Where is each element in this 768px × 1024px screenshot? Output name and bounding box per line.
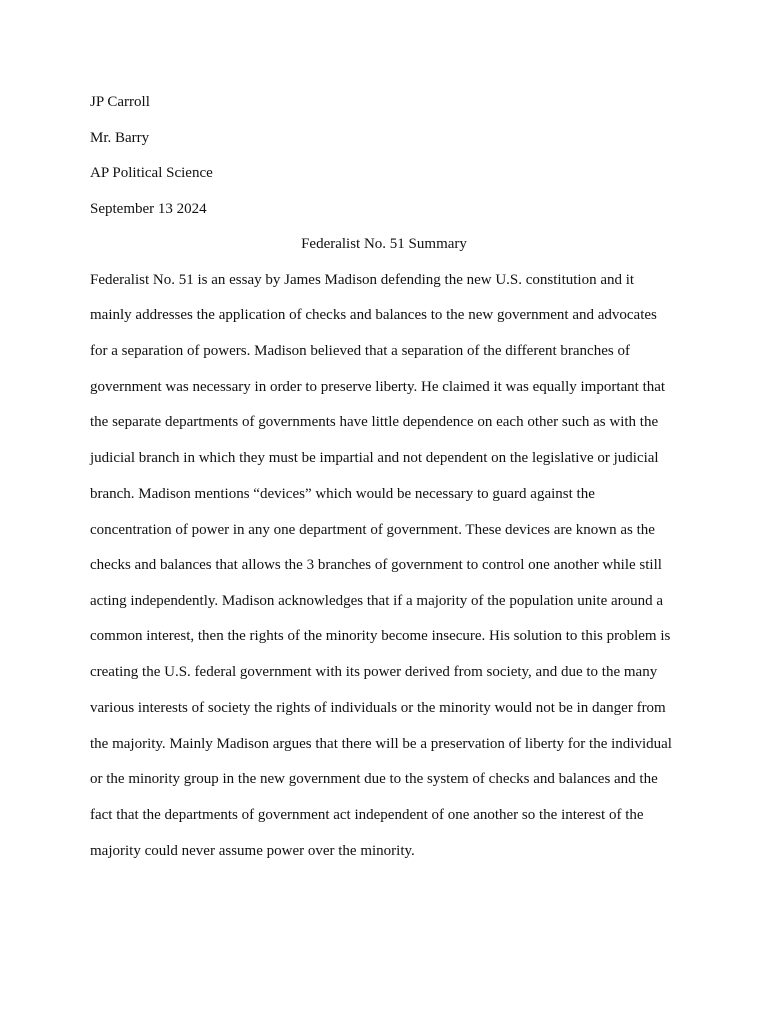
body-line: government was necessary in order to preserve liberty. He claimed it was equally important that (90, 379, 666, 395)
body-line: branch. Madison mentions “devices” which would be necessary to guard against the (90, 486, 595, 502)
body-line: the separate departments of governments have little dependence on each other such as with the (90, 414, 659, 430)
body-line: creating the U.S. federal government with its power derived from society, and due to the many (90, 664, 658, 680)
body-line: common interest, then the rights of the minority become insecure. His solution to this problem is (90, 628, 671, 644)
body-line: Federalist No. 51 is an essay by James Madison defending the new U.S. constitution and it (90, 272, 635, 288)
body-line: majority could never assume power over the minority. (90, 843, 415, 859)
course-name: AP Political Science (90, 165, 213, 181)
body-line: checks and balances that allows the 3 branches of government to control one another while still (90, 557, 662, 573)
body-line: judicial branch in which they must be impartial and not dependent on the legislative or judicial (90, 450, 659, 466)
body-line: mainly addresses the application of checks and balances to the new government and advocates (90, 307, 657, 323)
document-title: Federalist No. 51 Summary (301, 236, 467, 252)
body-line: for a separation of powers. Madison believed that a separation of the different branches of (90, 343, 630, 359)
body-line: acting independently. Madison acknowledges that if a majority of the population unite around a (90, 593, 664, 609)
body-line: or the minority group in the new government due to the system of checks and balances and the (90, 771, 658, 787)
body-line: the majority. Mainly Madison argues that there will be a preservation of liberty for the individual (90, 736, 672, 752)
body-line: various interests of society the rights of individuals or the minority would not be in danger from (90, 700, 666, 716)
student-name: JP Carroll (90, 94, 150, 110)
date-line: September 13 2024 (90, 201, 207, 217)
body-line: fact that the departments of government act independent of one another so the interest of the (90, 807, 644, 823)
body-line: concentration of power in any one department of government. These devices are known as the (90, 522, 655, 538)
teacher-name: Mr. Barry (90, 130, 150, 146)
